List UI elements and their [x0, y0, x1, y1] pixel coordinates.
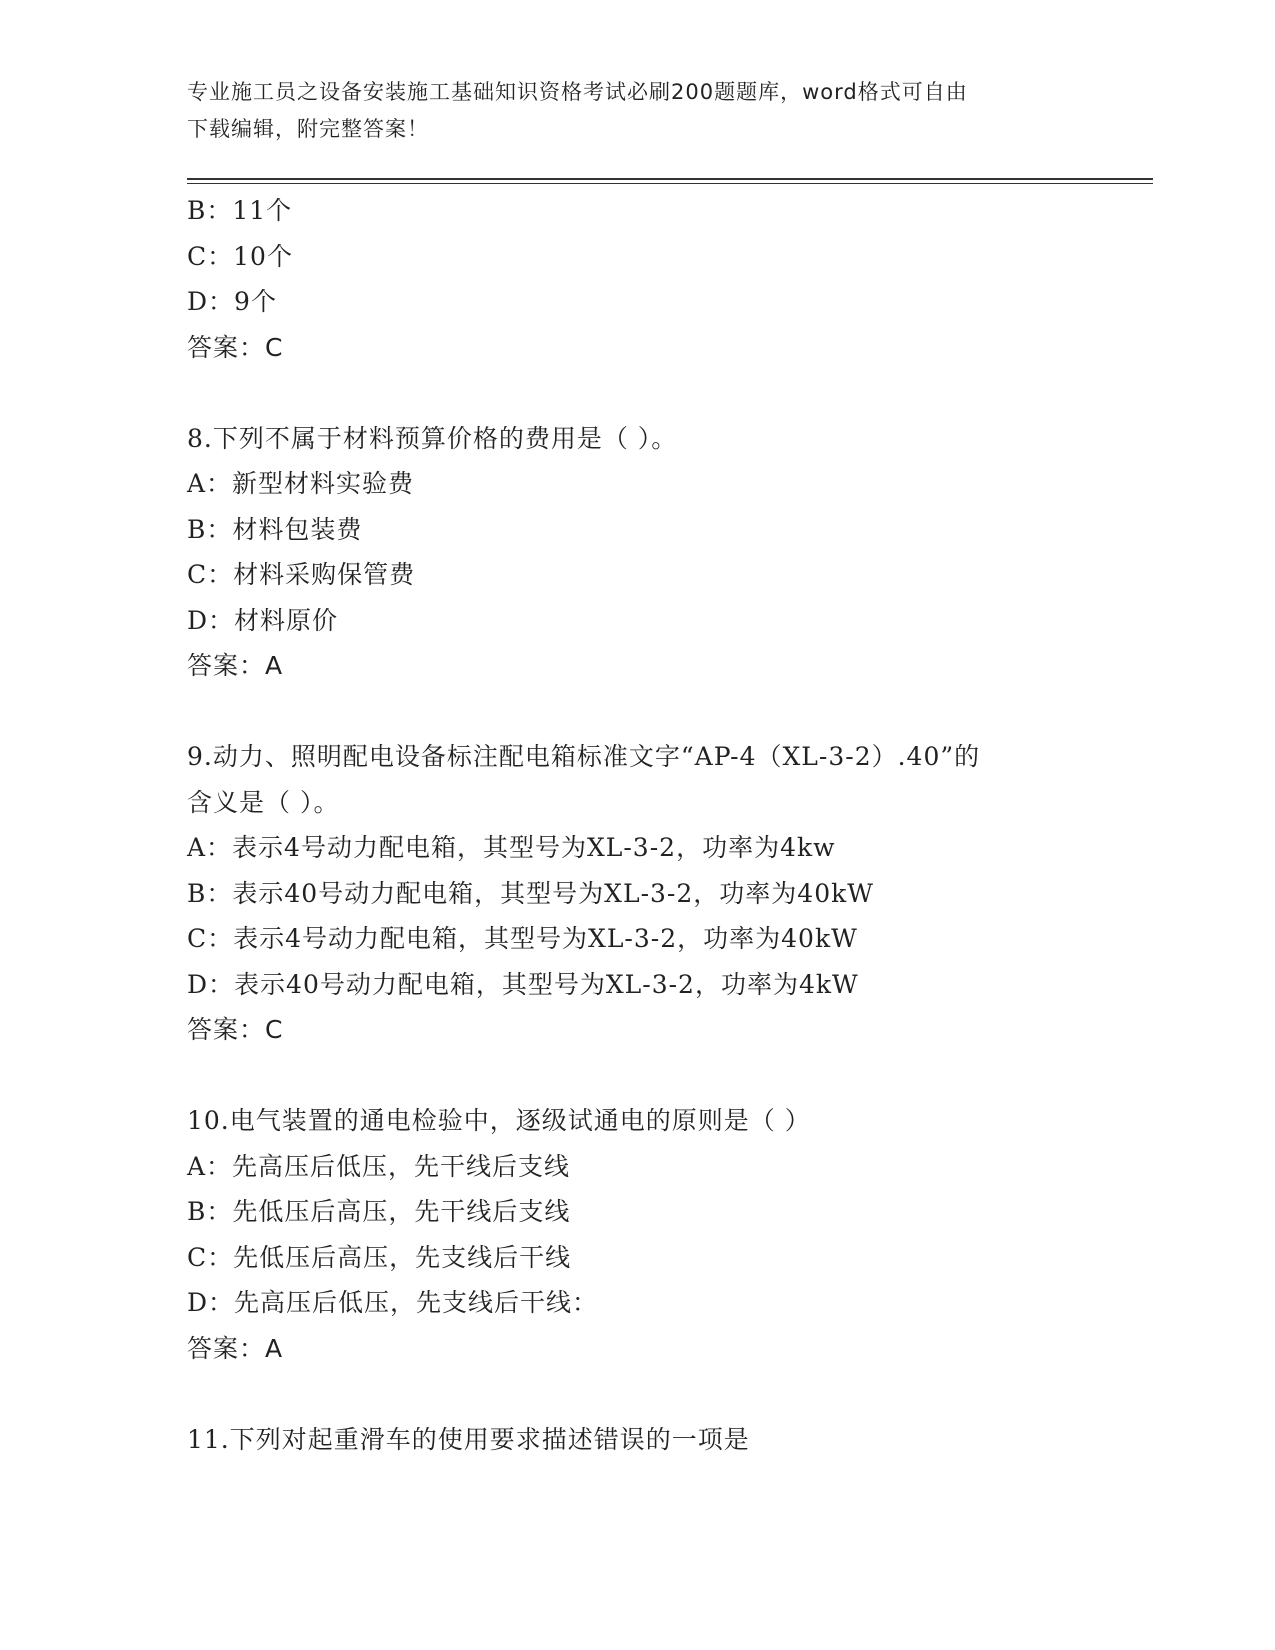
option-c: C：先低压后高压，先支线后干线: [187, 1242, 572, 1272]
question-10: [187, 1098, 1087, 1371]
option-b: B：材料包装费: [187, 514, 363, 544]
question-9: [187, 734, 1087, 1053]
header-line-1: 专业施工员之设备安装施工基础知识资格考试必刷200题题库，word格式可自由: [187, 80, 968, 104]
question-8: [187, 416, 1087, 689]
option-a: A：表示4号动力配电箱，其型号为XL-3-2，功率为4kw: [187, 833, 836, 862]
answer: 答案：C: [187, 332, 284, 362]
question-list: [187, 188, 1087, 1462]
option-a: A：先高压后低压，先干线后支线: [187, 1151, 571, 1181]
option-c: C：10个: [187, 241, 293, 271]
option-b: B：先低压后高压，先干线后支线: [187, 1197, 571, 1226]
option-c: C：表示4号动力配电箱，其型号为XL-3-2，功率为40kW: [187, 924, 858, 953]
option-c: C：材料采购保管费: [187, 560, 416, 589]
option-d: D：表示40号动力配电箱，其型号为XL-3-2，功率为4kW: [187, 969, 859, 999]
question-stem: 10.电气装置的通电检验中，逐级试通电的原则是（ ）: [187, 1106, 811, 1135]
question-stem: 11.下列对起重滑车的使用要求描述错误的一项是: [187, 1424, 750, 1454]
question-7-tail: [187, 188, 1087, 370]
header-line-2: 下载编辑，附完整答案！: [187, 117, 429, 141]
option-b: B：表示40号动力配电箱，其型号为XL-3-2，功率为40kW: [187, 878, 874, 908]
question-stem-line-2: 含义是（ ）。: [187, 787, 340, 817]
answer: 答案：A: [187, 1333, 284, 1363]
option-a: A：新型材料实验费: [187, 469, 415, 498]
option-b: B：11个: [187, 196, 293, 225]
option-d: D：9个: [187, 287, 277, 316]
header-divider-thick: [187, 178, 1153, 180]
answer: 答案：A: [187, 651, 284, 680]
document-header: [187, 74, 1067, 148]
answer: 答案：C: [187, 1015, 284, 1044]
question-stem-line-1: 9.动力、照明配电设备标注配电箱标准文字“AP-4（XL-3-2）.40”的: [187, 742, 981, 771]
question-11: [187, 1417, 1087, 1463]
question-stem: 8.下列不属于材料预算价格的费用是（ ）。: [187, 423, 678, 453]
header-divider-thin: [187, 183, 1153, 184]
option-d: D：材料原价: [187, 605, 339, 635]
option-d: D：先高压后低压，先支线后干线：: [187, 1288, 599, 1317]
